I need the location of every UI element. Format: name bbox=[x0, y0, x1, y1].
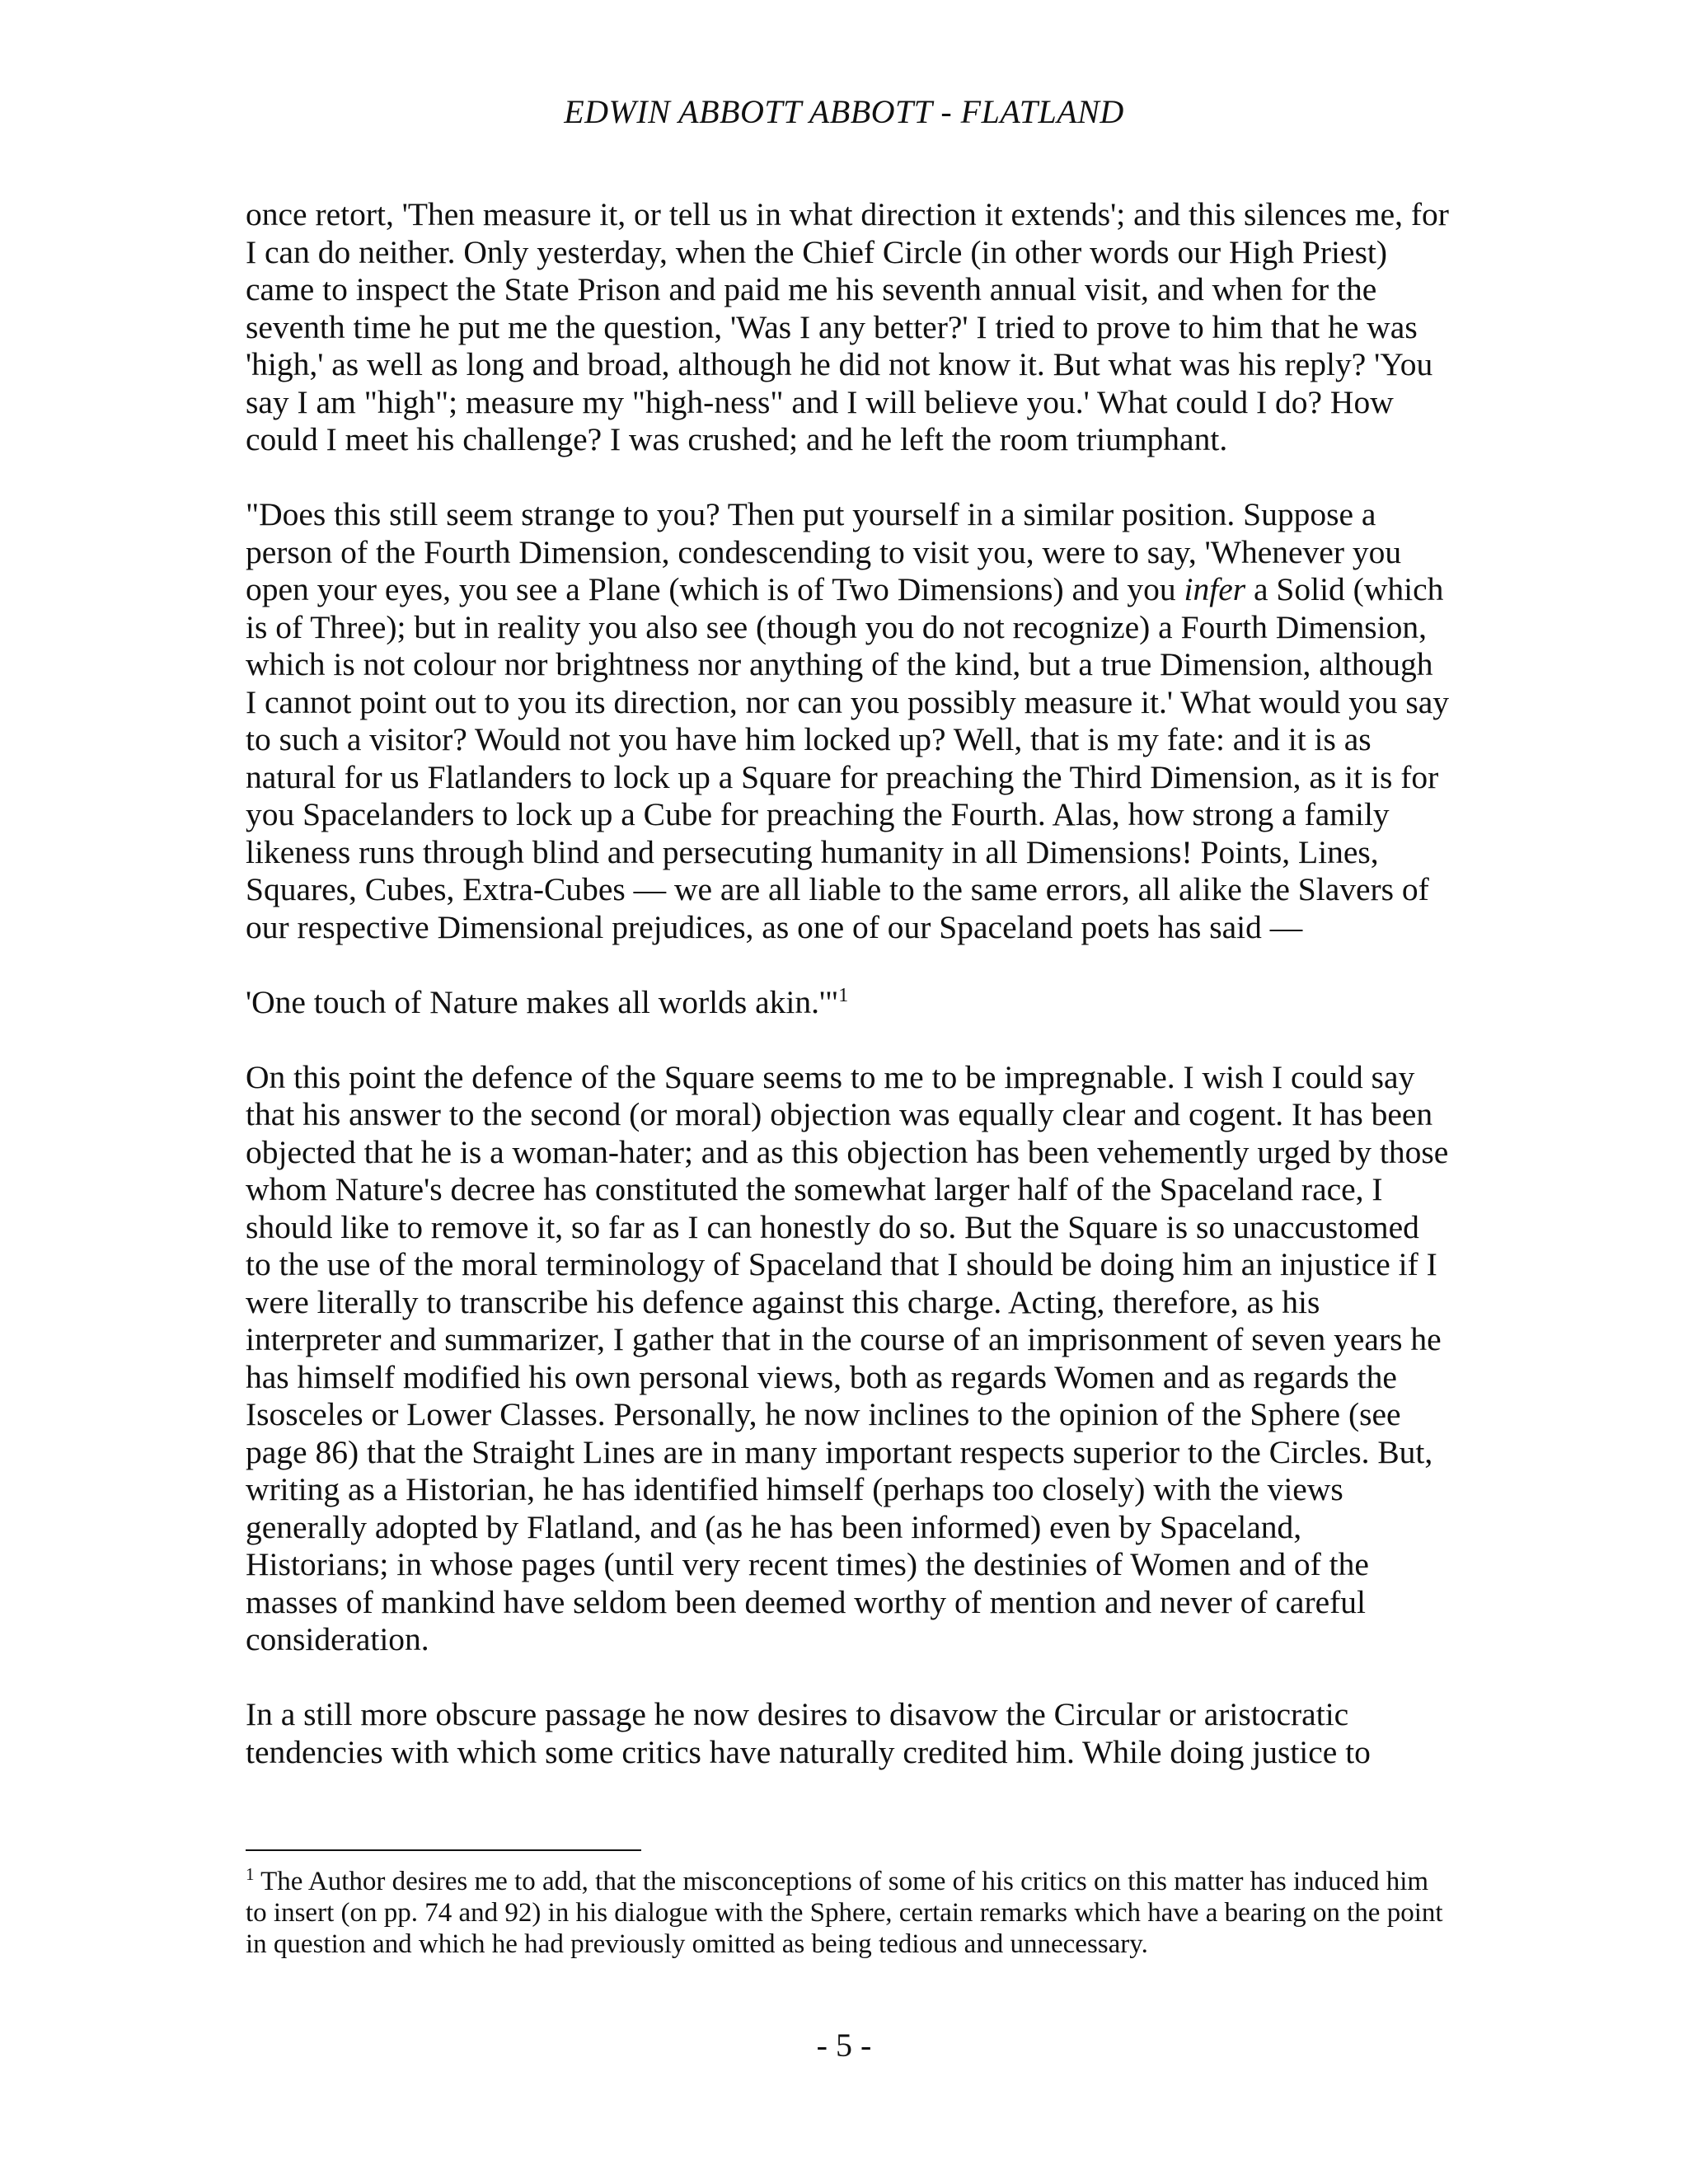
paragraph: once retort, 'Then measure it, or tell us in what direction it extends'; and this silences me, for I can do neither. Only yesterday, when the Chief Circle (in other words our High Priest) came to inspect the State Prison and paid me his seventh annual visit, and when for the seventh time he put me the question, 'Was I any better?' I tried to prove to him that he was 'high,' as well as long and broad, although he did not know it. But what was his reply? 'You say I am "high"; measure my "high-ness" and I will believe you.' What could I do? How could I meet his challenge? I was crushed; and he left the room triumphant. bbox=[246, 196, 1449, 457]
footnote-marker: 1 bbox=[246, 1864, 255, 1884]
paragraph-text: a Solid (which is of Three); but in reality you also see (though you do not recognize) a Fourth Dimension, which is not colour nor brightness nor anything of the kind, but a true Dimension, although I cannot point out to you its direction, nor can you possibly measure it.' What would you say to such a visitor? Would not you have him locked up? Well, that is my fate: and it is as natural for us Flatlanders to lock up a Square for preaching the Third Dimension, as it is for you Spacelanders to lock up a Cube for preaching the Fourth. Alas, how strong a family likeness runs through blind and persecuting humanity in all Dimensions! Points, Lines, Squares, Cubes, Extra-Cubes — we are all liable to the same errors, all alike the Slavers of our respective Dimensional prejudices, as one of our Spaceland poets has said — bbox=[246, 571, 1449, 945]
quotation-line bbox=[246, 984, 1449, 1022]
paragraph-text: "Does this still seem strange to you? Then put yourself in a similar position. Suppose a person of the Fourth Dimension, condescending to visit you, were to say, 'Whenever you open your eyes, you see a Plane (which is of Two Dimensions) and you bbox=[246, 496, 1402, 607]
quotation-text: 'One touch of Nature makes all worlds akin.'" bbox=[246, 983, 839, 1020]
paragraph: On this point the defence of the Square seems to me to be impregnable. I wish I could say that his answer to the second (or moral) objection was equally clear and cogent. It has been objected that he is a woman-hater; and as this objection has been vehemently urged by those whom Nature's decree has constituted the somewhat larger half of the Spaceland race, I should like to remove it, so far as I can honestly do so. But the Square is so unaccustomed to the use of the moral terminology of Spaceland that I should be doing him an injustice if I were literally to transcribe his defence against this charge. Acting, therefore, as his interpreter and summarizer, I gather that in the course of an imprisonment of seven years he has himself modified his own personal views, both as regards Women and as regards the Isosceles or Lower Classes. Personally, he now inclines to the opinion of the Sphere (see page 86) that the Straight Lines are in many important respects superior to the Circles. But, writing as a Historian, he has identified himself (perhaps too closely) with the views generally adopted by Flatland, and (as he has been informed) even by Spaceland, Historians; in whose pages (until very recent times) the destinies of Women and of the masses of mankind have seldom been deemed worthy of mention and never of careful consideration. bbox=[246, 1058, 1449, 1657]
footnote bbox=[246, 1866, 1449, 1960]
footnote-text: The Author desires me to add, that the misconceptions of some of his critics on this matter has induced him to insert (on pp. 74 and 92) in his dialogue with the Sphere, certain remarks which have a bearing on the point in question and which he had previously omitted as being tedious and unnecessary. bbox=[246, 1867, 1443, 1959]
paragraph: In a still more obscure passage he now desires to disavow the Circular or aristocratic tendencies with which some critics have naturally credited him. While doing justice to bbox=[246, 1696, 1371, 1770]
body-text bbox=[246, 196, 1449, 1771]
running-header: EDWIN ABBOTT ABBOTT - FLATLAND bbox=[564, 93, 1124, 130]
footnote-separator bbox=[246, 1849, 641, 1851]
paragraph bbox=[246, 496, 1449, 946]
italic-word: infer bbox=[1184, 571, 1246, 607]
footnote-reference[interactable]: 1 bbox=[838, 984, 849, 1006]
page-number: - 5 - bbox=[816, 2027, 872, 2064]
